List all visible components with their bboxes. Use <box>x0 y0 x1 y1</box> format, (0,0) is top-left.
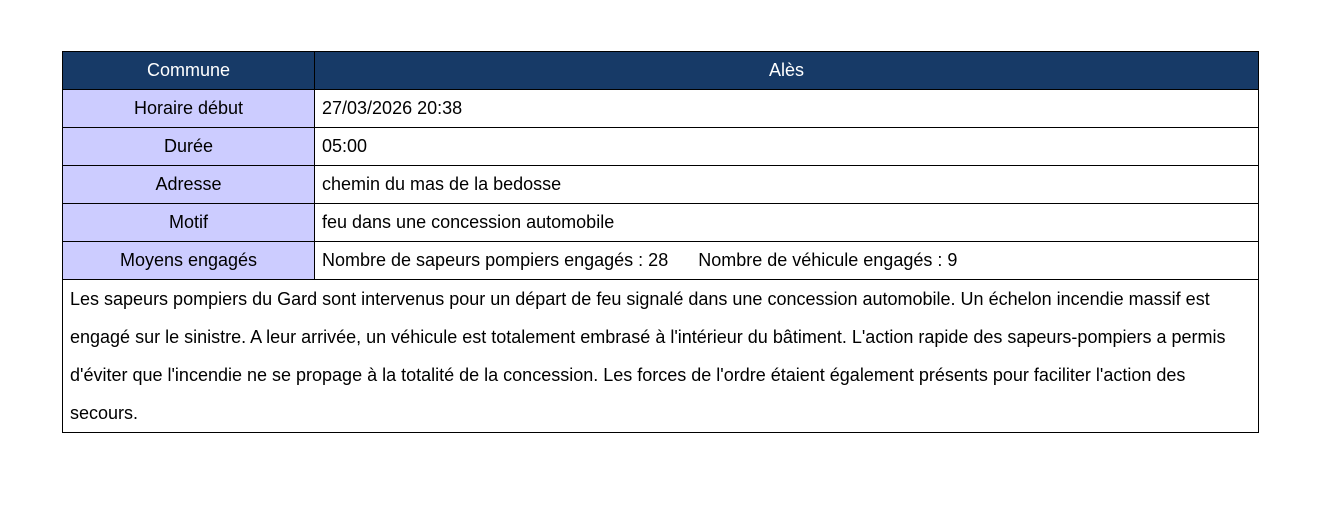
vehicles-count: Nombre de véhicule engagés : 9 <box>698 250 958 270</box>
intervention-table <box>62 51 1259 433</box>
duration-value: 05:00 <box>315 128 1259 166</box>
commune-label: Commune <box>63 52 315 90</box>
reason-value: feu dans une concession automobile <box>315 204 1259 242</box>
duration-label: Durée <box>63 128 315 166</box>
address-value: chemin du mas de la bedosse <box>315 166 1259 204</box>
table-row <box>63 128 1259 166</box>
start-time-value: 27/03/2026 20:38 <box>315 90 1259 128</box>
resources-label: Moyens engagés <box>63 242 315 280</box>
commune-value: Alès <box>315 52 1259 90</box>
reason-label: Motif <box>63 204 315 242</box>
table-row <box>63 90 1259 128</box>
address-label: Adresse <box>63 166 315 204</box>
table-row <box>63 204 1259 242</box>
description-text: Les sapeurs pompiers du Gard sont intervenus pour un départ de feu signalé dans une concession automobile. Un échelon incendie massif est engagé sur le sinistre. A leur arrivée, un véhicule est totalement embrasé à l'intérieur du bâtiment. L'action rapide des sapeurs-pompiers a permis d'éviter que l'incendie ne se propage à la totalité de la concession. Les forces de l'ordre étaient également présents pour faciliter l'action des secours. <box>63 280 1259 433</box>
start-time-label: Horaire début <box>63 90 315 128</box>
table-row <box>63 242 1259 280</box>
firefighters-count: Nombre de sapeurs pompiers engagés : 28 <box>322 250 669 270</box>
resources-value <box>315 242 1259 280</box>
header-row <box>63 52 1259 90</box>
description-row <box>63 280 1259 433</box>
table-row <box>63 166 1259 204</box>
